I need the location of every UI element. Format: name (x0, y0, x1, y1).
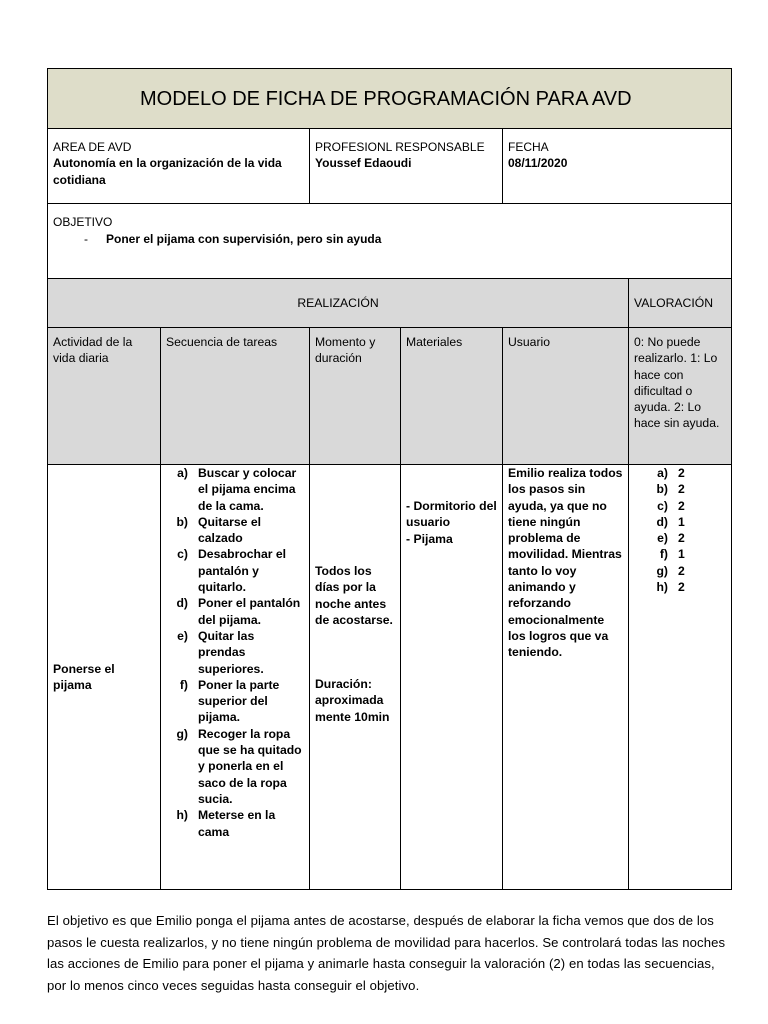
valoracion-item (634, 579, 726, 595)
fecha-value: 08/11/2020 (508, 156, 568, 171)
task-item (166, 546, 304, 595)
profesional-value: Youssef Edaoudi (315, 156, 412, 171)
page-title: MODELO DE FICHA DE PROGRAMACIÓN PARA AVD (48, 69, 732, 129)
valoracion-item (634, 481, 726, 497)
valoracion-text: 1 (678, 514, 685, 529)
valoracion-letter: e) (657, 531, 668, 546)
task-text: Buscar y colocar el pijama encima de la cama. (198, 466, 297, 513)
objetivo-text: Poner el pijama con supervisión, pero sin ayuda (106, 232, 382, 247)
column-secuencia: Secuencia de tareas (161, 328, 310, 465)
valoracion-letter: a) (657, 466, 668, 480)
task-item (166, 726, 304, 807)
objetivo-dash: - (84, 232, 88, 247)
task-text: Recoger la ropa que se ha quitado y ponerla en el saco de la ropa sucia. (198, 726, 302, 806)
valoraciones-cell (629, 465, 732, 890)
valoracion-item (634, 530, 726, 546)
column-momento: Momento y duración (310, 328, 401, 465)
objetivo-item (53, 231, 726, 247)
valoracion-item (634, 514, 726, 530)
secuencia-cell (161, 465, 310, 890)
profesional-label: PROFESIONL RESPONSABLE (315, 140, 485, 154)
task-letter: e) (177, 628, 188, 643)
task-item (166, 465, 304, 514)
valoracion-list (634, 465, 726, 595)
realizacion-header: REALIZACIÓN (48, 279, 629, 328)
task-text: Meterse en la cama (198, 808, 276, 839)
task-item (166, 677, 304, 726)
task-item (166, 514, 304, 547)
valoracion-text: 2 (678, 482, 685, 497)
momento-text: Todos los días por la noche antes de acostarse. (315, 564, 393, 627)
profesional-cell (310, 129, 503, 204)
valoracion-letter: h) (656, 580, 668, 595)
column-valoracion-scale: 0: No puede realizarlo. 1: Lo hace con dificultad o ayuda. 2: Lo hace sin ayuda. (629, 328, 732, 465)
task-text: Quitar las prendas superiores. (198, 628, 264, 676)
area-value: Autonomía en la organización de la vida cotidiana (53, 156, 282, 187)
task-letter: c) (177, 547, 188, 562)
valoracion-item (634, 498, 726, 514)
ficha-table (47, 68, 732, 890)
task-item (166, 807, 304, 840)
column-usuario: Usuario (503, 328, 629, 465)
area-label: AREA DE AVD (53, 140, 132, 154)
actividad-cell: Ponerse el pijama (48, 465, 161, 890)
closing-paragraph: El objetivo es que Emilio ponga el pijama antes de acostarse, después de elaborar la ficha vemos que dos de los pasos le cuesta realizarlos, y no tiene ningún problema de movilidad para hacerlos. Se controlará todas las noches las acciones de Emilio para poner el pijama y animarle hasta conseguir la valoración (2) en todas las secuencias, por lo menos cinco veces seguidas hasta conseguir el objetivo. (47, 913, 726, 993)
task-letter: g) (176, 726, 188, 741)
valoracion-text: 2 (678, 580, 685, 595)
valoracion-item (634, 465, 726, 481)
task-text: Desabrochar el pantalón y quitarlo. (198, 547, 287, 595)
valoracion-item (634, 563, 726, 579)
area-cell (48, 129, 310, 204)
valoracion-header: VALORACIÓN (629, 279, 732, 328)
valoracion-text: 2 (678, 563, 685, 578)
objetivo-label: OBJETIVO (53, 215, 113, 229)
objetivo-cell (48, 204, 732, 279)
materiales-item-dormitorio: - Dormitorio del usuario (406, 499, 497, 530)
valoracion-text: 1 (678, 547, 685, 562)
task-item (166, 628, 304, 677)
duracion-text: Duración: aproximada mente 10min (315, 677, 390, 724)
materiales-cell (401, 465, 503, 890)
valoracion-letter: d) (656, 514, 668, 529)
column-materiales: Materiales (401, 328, 503, 465)
valoracion-text: 2 (678, 466, 685, 480)
task-letter: b) (176, 514, 188, 529)
materiales-item-pijama: - Pijama (406, 531, 453, 546)
task-letter: a) (177, 466, 188, 480)
valoracion-letter: g) (656, 563, 668, 578)
valoracion-letter: b) (656, 482, 668, 497)
fecha-label: FECHA (508, 140, 549, 154)
task-letter: h) (176, 808, 188, 823)
task-list (166, 465, 304, 840)
task-letter: d) (176, 596, 188, 611)
valoracion-letter: f) (659, 547, 668, 562)
column-actividad: Actividad de la vida diaria (48, 328, 161, 465)
task-letter: f) (179, 677, 188, 692)
momento-cell (310, 465, 401, 890)
task-text: Poner la parte superior del pijama. (198, 677, 280, 725)
valoracion-text: 2 (678, 531, 685, 546)
usuario-cell: Emilio realiza todos los pasos sin ayuda, ya que no tiene ningún problema de movilidad. Mientras tanto lo voy animando y reforzando emocionalmente los logros que va teniendo. (503, 465, 629, 890)
valoracion-item (634, 546, 726, 562)
valoracion-letter: c) (657, 498, 668, 513)
task-item (166, 595, 304, 628)
valoracion-text: 2 (678, 498, 685, 513)
task-text: Poner el pantalón del pijama. (198, 596, 301, 627)
task-text: Quitarse el calzado (198, 514, 261, 546)
fecha-cell (503, 129, 732, 204)
